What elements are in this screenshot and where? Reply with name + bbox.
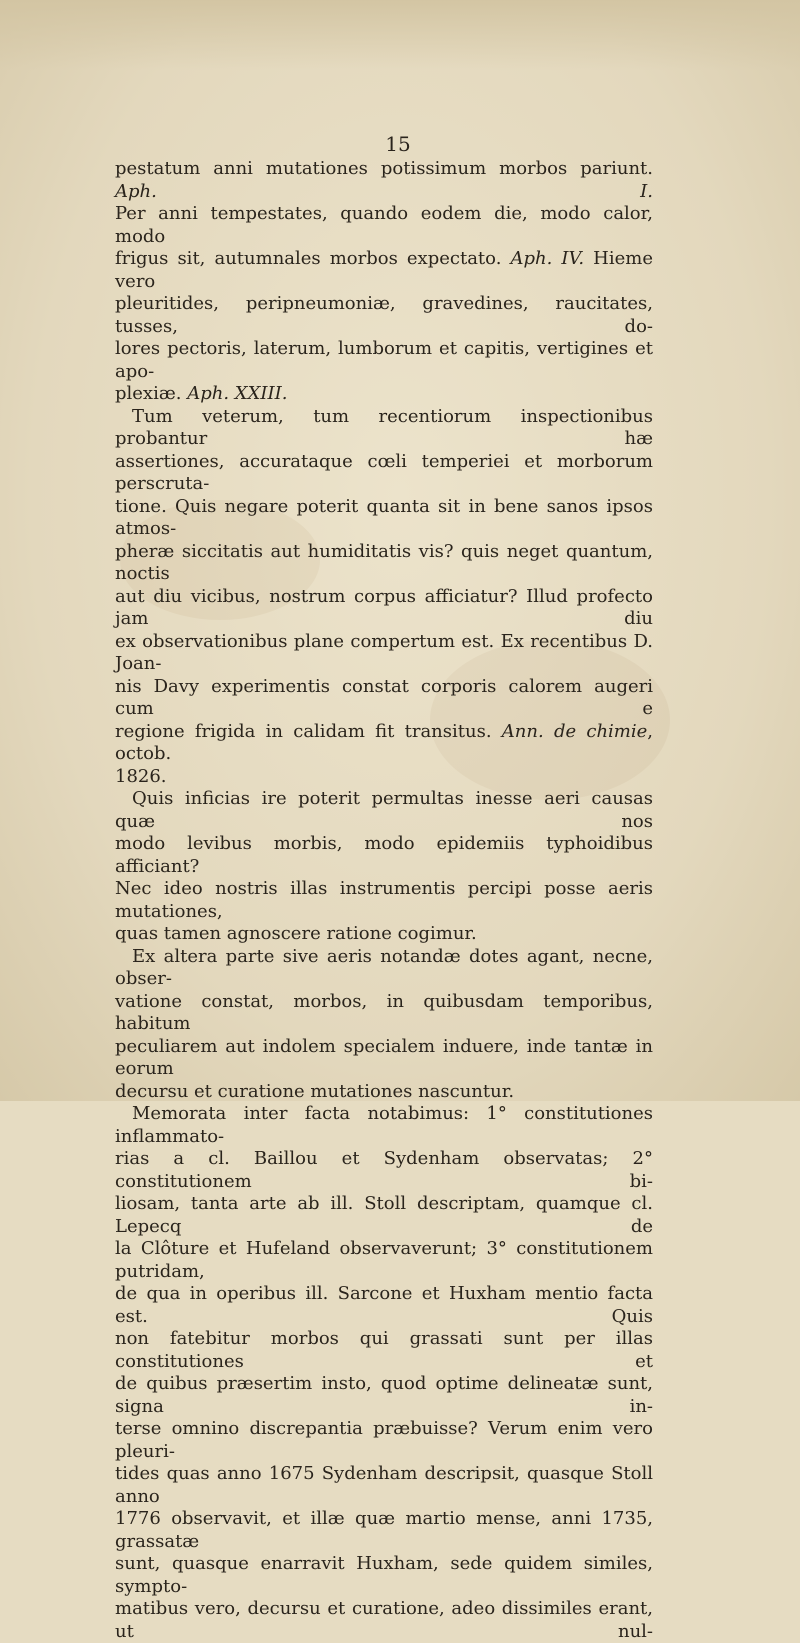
text-line: ex observationibus plane compertum est. Ex recentibus D. Joan- — [115, 630, 653, 674]
reference-citation: Ann. de chimie — [501, 720, 648, 742]
text-line: non fatebitur morbos qui grassati sunt per illas constitutiones et — [115, 1328, 653, 1372]
text-line: matibus vero, decursu et curatione, adeo dissimiles erant, ut nul- — [115, 1598, 653, 1642]
text-line: decursu et curatione mutationes nascuntur. — [115, 1080, 515, 1102]
paragraph-4 — [115, 946, 653, 1104]
text-line: pheræ siccitatis aut humiditatis vis? quis neget quantum, noctis — [115, 540, 653, 584]
text-line: Nec ideo nostris illas instrumentis percipi posse aeris mutationes, — [115, 878, 653, 922]
paper-stain — [0, 0, 800, 70]
text-line: Per anni tempestates, quando eodem die, modo calor, modo — [115, 203, 653, 247]
paragraph-1 — [115, 158, 653, 406]
reference-citation: Aph. XXIII. — [187, 383, 288, 404]
paragraph-2 — [115, 406, 653, 789]
text-line: tione. Quis negare poterit quanta sit in bene sanos ipsos atmos- — [115, 495, 653, 539]
text-line: de quibus præsertim insto, quod optime delineatæ sunt, signa in- — [115, 1373, 653, 1417]
text-line: Tum veterum, tum recentiorum inspectionibus probantur hæ — [115, 405, 653, 449]
text-line: lores pectoris, laterum, lumborum et capitis, vertigines et apo- — [115, 338, 653, 382]
text-line: tides quas anno 1675 Sydenham descripsit, quasque Stoll anno — [115, 1463, 653, 1507]
body-text — [115, 158, 653, 1643]
text-line: liosam, tanta arte ab ill. Stoll descriptam, quamque cl. Lepecq de — [115, 1193, 653, 1237]
text-line: Memorata inter facta notabimus: 1° constitutiones inflammato- — [115, 1103, 653, 1147]
text-line: quas tamen agnoscere ratione cogimur. — [115, 923, 477, 944]
text-line: Ex altera parte sive aeris notandæ dotes agant, necne, obser- — [115, 945, 653, 989]
text-line: frigus sit, autumnales morbos expectato. Aph. IV. Hieme vero — [115, 248, 653, 292]
page-number: 15 — [385, 132, 411, 156]
text-line: plexiæ. Aph. XXIII. — [115, 383, 288, 404]
text-line: regione frigida in calidam fit transitus. Ann. de chimie, octob. — [115, 720, 653, 764]
text-line: 1776 observavit, et illæ quæ martio mense, anni 1735, grassatæ — [115, 1508, 653, 1552]
text-line: pleuritides, peripneumoniæ, gravedines, raucitates, tusses, do- — [115, 293, 653, 337]
text-line: modo levibus morbis, modo epidemiis typhoidibus afficiant? — [115, 833, 653, 877]
text-line: 1826. — [115, 765, 167, 787]
text-line: rias a cl. Baillou et Sydenham observatas; 2° constitutionem bi- — [115, 1148, 653, 1192]
text-line: peculiarem aut indolem specialem induere, inde tantæ in eorum — [115, 1035, 653, 1079]
text-line: la Clôture et Hufeland observaverunt; 3° constitutionem putridam, — [115, 1238, 653, 1282]
text-line: Quis inficias ire poterit permultas inesse aeri causas quæ nos — [115, 788, 653, 832]
text-line: sunt, quasque enarravit Huxham, sede quidem similes, sympto- — [115, 1553, 653, 1597]
paragraph-3 — [115, 788, 653, 946]
paragraph-5 — [115, 1103, 653, 1643]
text-line: assertiones, accurataque cœli temperiei et morborum perscruta- — [115, 450, 653, 494]
text-line: aut diu vicibus, nostrum corpus afficiatur? Illud profecto jam diu — [115, 585, 653, 629]
text-line: pestatum anni mutationes potissimum morbos pariunt. Aph. I. — [115, 158, 653, 202]
text-line: de qua in operibus ill. Sarcone et Huxham mentio facta est. Quis — [115, 1283, 653, 1327]
text-line: terse omnino discrepantia præbuisse? Verum enim vero pleuri- — [115, 1418, 653, 1462]
reference-citation: Aph. IV. — [510, 248, 585, 269]
text-line: nis Davy experimentis constat corporis calorem augeri cum e — [115, 675, 653, 719]
text-line: vatione constat, morbos, in quibusdam temporibus, habitum — [115, 990, 653, 1034]
reference-citation: Aph. I. — [115, 180, 653, 202]
